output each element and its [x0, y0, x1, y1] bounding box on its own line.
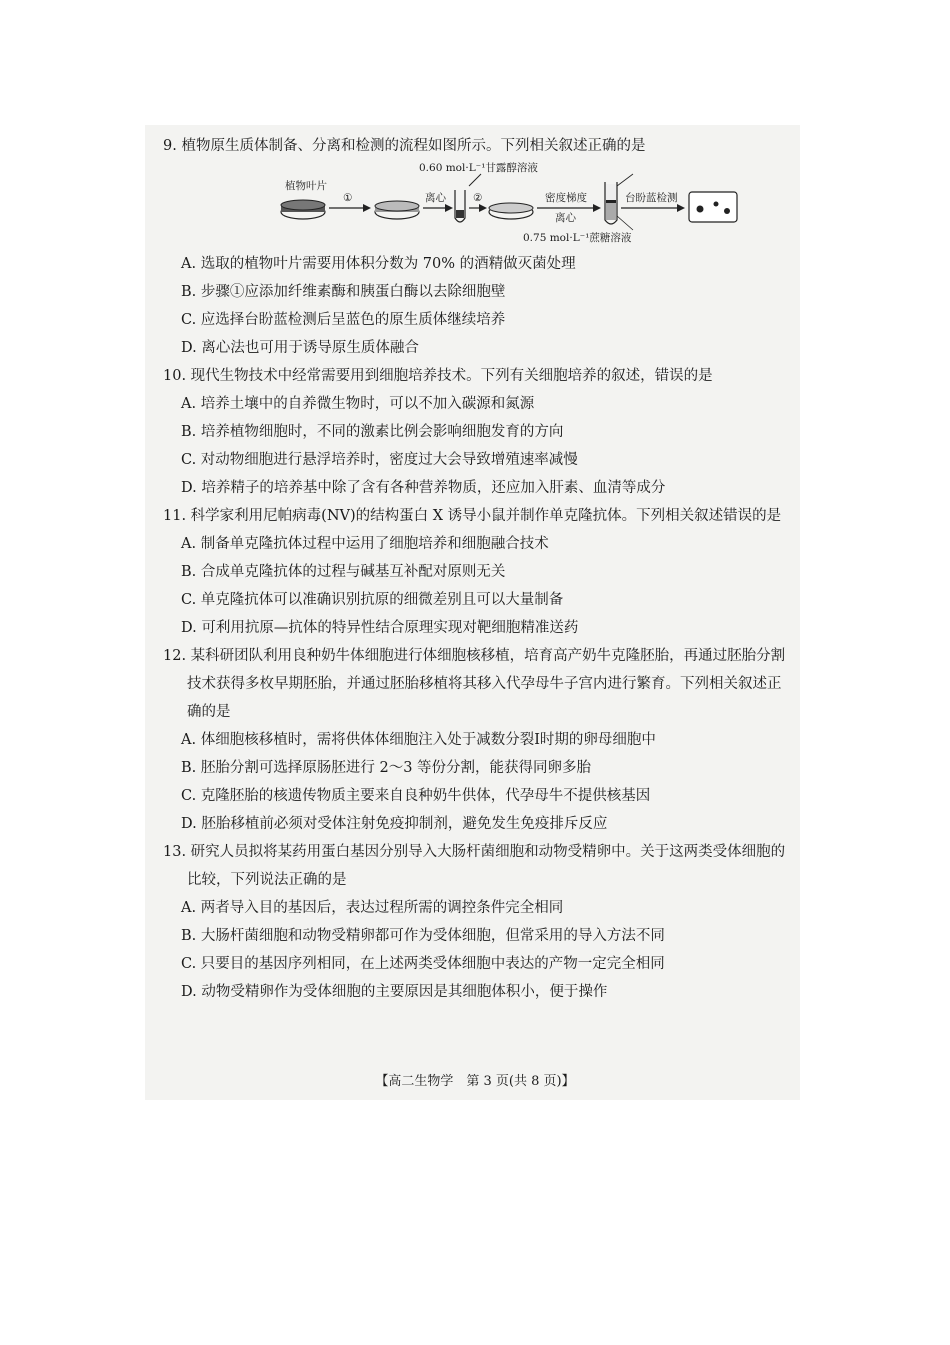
option-c: C. 只要目的基因序列相同，在上述两类受体细胞中表达的产物一定完全相同 — [181, 956, 665, 972]
leaf-dish-icon — [281, 200, 325, 219]
label-gradient: 密度梯度 — [545, 192, 587, 204]
question-stem: 11. 科学家利用尼帕病毒(NV)的结构蛋白 X 诱导小鼠并制作单克隆抗体。下列相关叙述错误的是 — [163, 508, 782, 524]
option-d: D. 可利用抗原—抗体的特异性结合原理实现对靶细胞精准送药 — [181, 620, 579, 636]
option-c: C. 克隆胚胎的核遗传物质主要来自良种奶牛供体，代孕母牛不提供核基因 — [181, 788, 651, 804]
question-stem: 12. 某科研团队利用良种奶牛体细胞进行体细胞核移植，培育高产奶牛克隆胚胎，再通过胚胎分割技术获得多枚早期胚胎，并通过胚胎移植将其移入代孕母牛子宫内进行繁育。下列相关叙述正确的是 — [163, 648, 786, 720]
question-10 — [163, 362, 793, 502]
option-d: D. 培养精子的培养基中除了含有各种营养物质，还应加入肝素、血清等成分 — [181, 480, 666, 496]
resuspend-dish-icon — [489, 203, 533, 219]
option-b: B. 胚胎分割可选择原肠胚进行 2～3 等份分割，能获得同卵多胎 — [181, 760, 592, 776]
label-sucrose-solution: 0.75 mol·L⁻¹蔗糖溶液 — [523, 232, 632, 244]
enzyme-dish-icon — [375, 201, 419, 219]
label-trypan-blue: 台盼蓝检测 — [625, 192, 678, 204]
option-a: A. 体细胞核移植时，需将供体体细胞注入处于减数分裂Ⅰ时期的卵母细胞中 — [181, 732, 656, 748]
label-gradient-centrifuge: 离心 — [555, 212, 576, 224]
question-9 — [163, 132, 793, 362]
option-d: D. 动物受精卵作为受体细胞的主要原因是其细胞体积小，便于操作 — [181, 984, 608, 1000]
question-stem: 10. 现代生物技术中经常需要用到细胞培养技术。下列有关细胞培养的叙述，错误的是 — [163, 368, 713, 384]
option-b: B. 大肠杆菌细胞和动物受精卵都可作为受体细胞，但常采用的导入方法不同 — [181, 928, 665, 944]
option-d: D. 胚胎移植前必须对受体注射免疫抑制剂，避免发生免疫排斥反应 — [181, 816, 608, 832]
option-a: A. 两者导入目的基因后，表达过程所需的调控条件完全相同 — [181, 900, 564, 916]
option-b: B. 培养植物细胞时，不同的激素比例会影响细胞发育的方向 — [181, 424, 564, 440]
centrifuge-tube-icon — [455, 190, 465, 222]
option-c: C. 应选择台盼蓝检测后呈蓝色的原生质体继续培养 — [181, 312, 506, 328]
page-footer: 【高二生物学 第 3 页(共 8 页)】 — [375, 1074, 575, 1089]
option-b: B. 步骤①应添加纤维素酶和胰蛋白酶以去除细胞壁 — [181, 284, 506, 300]
label-step-2: ② — [473, 192, 483, 204]
option-a: A. 培养土壤中的自养微生物时，可以不加入碳源和氮源 — [181, 396, 535, 412]
protoplast-flow-diagram — [163, 160, 793, 248]
option-a: A. 制备单克隆抗体过程中运用了细胞培养和细胞融合技术 — [181, 536, 549, 552]
question-stem: 13. 研究人员拟将某药用蛋白基因分别导入大肠杆菌细胞和动物受精卵中。关于这两类受体细胞的比较，下列说法正确的是 — [163, 844, 786, 888]
option-d: D. 离心法也可用于诱导原生质体融合 — [181, 340, 419, 356]
label-step-1: ① — [343, 192, 353, 204]
label-leaf: 植物叶片 — [285, 180, 327, 192]
gradient-tube-icon — [605, 182, 617, 224]
microscope-field-icon — [689, 192, 737, 222]
option-b: B. 合成单克隆抗体的过程与碱基互补配对原则无关 — [181, 564, 506, 580]
question-13 — [163, 838, 793, 1006]
option-c: C. 单克隆抗体可以准确识别抗原的细微差别且可以大量制备 — [181, 592, 564, 608]
question-list — [163, 132, 793, 1006]
question-stem: 9. 植物原生质体制备、分离和检测的流程如图所示。下列相关叙述正确的是 — [163, 138, 646, 154]
option-a: A. 选取的植物叶片需要用体积分数为 70% 的酒精做灭菌处理 — [181, 256, 576, 272]
label-mannitol-solution: 0.60 mol·L⁻¹甘露醇溶液 — [419, 162, 538, 174]
label-centrifuge: 离心 — [425, 192, 446, 204]
question-11 — [163, 502, 793, 642]
option-c: C. 对动物细胞进行悬浮培养时，密度过大会导致增殖速率减慢 — [181, 452, 578, 468]
question-12 — [163, 642, 793, 838]
